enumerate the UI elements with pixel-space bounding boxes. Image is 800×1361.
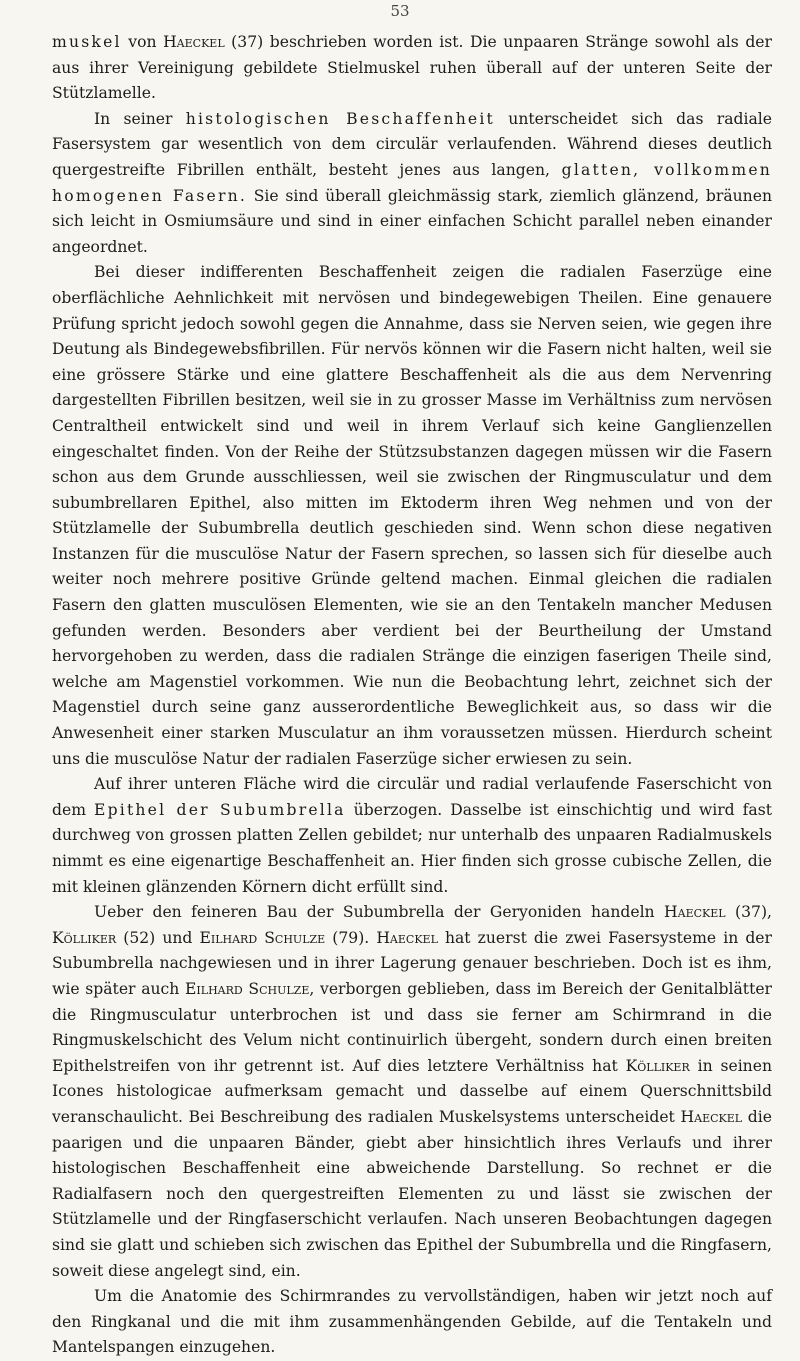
author-name: Kölliker: [52, 928, 117, 947]
page-number: 53: [390, 2, 410, 20]
text-run: (37),: [725, 903, 772, 922]
text-run: (52) und: [116, 928, 200, 947]
emphasized-text: muskel: [52, 33, 122, 51]
text-run: hat zuerst die zwei Fasersysteme in der Subumbrella nachgewiesen und in ihrer Lagerung genauer beschrieben. Doch ist es ihm, wie später auch: [52, 928, 772, 998]
text-run: überzogen. Dasselbe ist einschichtig und wird fast durchweg von grossen platten Zellen gebildet; nur unterhalb des unpaaren Radialmuskels nimmt es eine eigenartige Beschaffenheit an. Hier finden sich grosse cubische Zellen, die mit kleinen glänzenden Körnern dicht erfüllt sind.: [52, 800, 772, 896]
text-run: Ueber den feineren Bau der Subumbrella der Geryoniden handeln: [94, 903, 665, 922]
text-run: (37) beschrieben worden ist. Die unpaaren Stränge sowohl als der aus ihrer Vereinigung gebildete Stielmuskel ruhen überall auf der unteren Seite der Stützlamelle.: [52, 33, 772, 103]
author-name: Kölliker: [625, 1056, 690, 1075]
text-run: in seinen Icones histologicae aufmerksam gemacht und dasselbe auf einem Querschnittsbild veranschaulicht. Bei Beschreibung des radialen Muskelsystems unterscheidet: [52, 1056, 772, 1126]
text-run: die paarigen und die unpaaren Bänder, giebt aber hinsichtlich ihres Verlaufs und ihrer histologischen Beschaffenheit eine abweichende Darstellung. So rechnet er die Radialfasern noch den quergestreiften Elementen zu und lässt sie zwischen der Stützlamelle und der Ringfaserschicht verlaufen. Nach unseren Beobachtungen dagegen sind sie glatt und schieben sich zwischen das Epithel der Subumbrella und die Ringfasern, soweit diese angelegt sind, ein.: [52, 1107, 773, 1280]
author-name: Haeckel: [680, 1107, 743, 1126]
text-run: Auf ihrer unteren Fläche wird die circulär und radial verlaufende Faserschicht von dem: [52, 775, 772, 819]
text-run: Sie sind überall gleichmässig stark, ziemlich glänzend, bräunen sich leicht in Osmiumsäure und sind in einer einfachen Schicht parallel neben einander angeordnet.: [52, 186, 772, 256]
author-name: Eilhard Schulze: [199, 928, 326, 947]
text-run: (79).: [325, 928, 377, 947]
emphasized-text: glatten, vollkommen homogenen Fasern.: [52, 160, 772, 205]
text-run: In seiner: [94, 109, 186, 128]
paragraph: [52, 900, 772, 1284]
emphasized-text: histologischen Beschaffenheit: [185, 109, 496, 128]
paragraph: [52, 30, 772, 107]
emphasized-text: Epithel der Subumbrella: [94, 800, 346, 819]
text-run: , verborgen geblieben, dass im Bereich der Genitalblätter die Ringmusculatur unterbrochen ist und dass sie ferner am Schirmrand in die Ringmuskelschicht des Velum nicht continuirlich übergeht, sondern durch einen breiten Epithelstreifen von ihr getrennt ist. Auf dies letztere Verhältniss hat: [52, 979, 773, 1075]
text-run: unterscheidet sich das radiale Fasersystem gar wesentlich von dem circulär verlaufenden. Während dieses deutlich quergestreifte Fibrillen enthält, besteht jenes aus langen,: [52, 109, 772, 179]
author-name: Haeckel: [376, 928, 438, 947]
paragraph: [52, 772, 772, 900]
paragraph: [52, 260, 772, 772]
author-name: Eilhard Schulze: [185, 979, 310, 998]
author-name: Haeckel: [664, 903, 726, 922]
body-text: [52, 30, 772, 1361]
text-run: von: [121, 33, 164, 51]
author-name: Haeckel: [163, 33, 225, 51]
paragraph: [52, 1284, 772, 1361]
text-run: Um die Anatomie des Schirmrandes zu vervollständigen, haben wir jetzt noch auf den Ringkanal und die mit ihm zusammenhängenden Gebilde, auf die Tentakeln und Mantelspangen einzugehen.: [52, 1287, 772, 1357]
paragraph: [52, 107, 772, 261]
text-run: Bei dieser indifferenten Beschaffenheit zeigen die radialen Faserzüge eine oberflächliche Aehnlichkeit mit nervösen und bindegewebigen Theilen. Eine genauere Prüfung spricht jedoch sowohl gegen die Annahme, dass sie Nerven seien, wie gegen ihre Deutung als Bindegewebsfibrillen. Für nervös können wir die Fasern nicht halten, weil sie eine grössere Stärke und eine glattere Beschaffenheit als die aus dem Nervenring dargestellten Fibrillen besitzen, weil sie in zu grosser Masse im Verhältniss zum nervösen Centraltheil entwickelt sind und weil in ihrem Verlauf sich keine Ganglienzellen eingeschaltet finden. Von der Reihe der Stützsubstanzen dagegen müssen wir die Fasern schon aus dem Grunde ausschliessen, weil sie zwischen der Ringmusculatur und dem subumbrellaren Epithel, also mitten im Ektoderm ihren Weg nehmen und von der Stützlamelle der Subumbrella deutlich geschieden sind. Wenn schon diese negativen Instanzen für die musculöse Natur der Fasern sprechen, so lassen sich für dieselbe auch weiter noch mehrere positive Gründe geltend machen. Einmal gleichen die radialen Fasern den glatten musculösen Elementen, wie sie an den Tentakeln mancher Medusen gefunden werden. Besonders aber verdient bei der Beurtheilung der Umstand hervorgehoben zu werden, dass die radialen Stränge die einzigen faserigen Theile sind, welche am Magenstiel vorkommen. Wie nun die Beobachtung lehrt, zeichnet sich der Magenstiel durch seine ganz ausserordentliche Beweglichkeit aus, so dass wir die Anwesenheit einer starken Musculatur an ihm voraussetzen müssen. Hierdurch scheint uns die musculöse Natur der radialen Faserzüge sicher erwiesen zu sein.: [52, 263, 772, 768]
